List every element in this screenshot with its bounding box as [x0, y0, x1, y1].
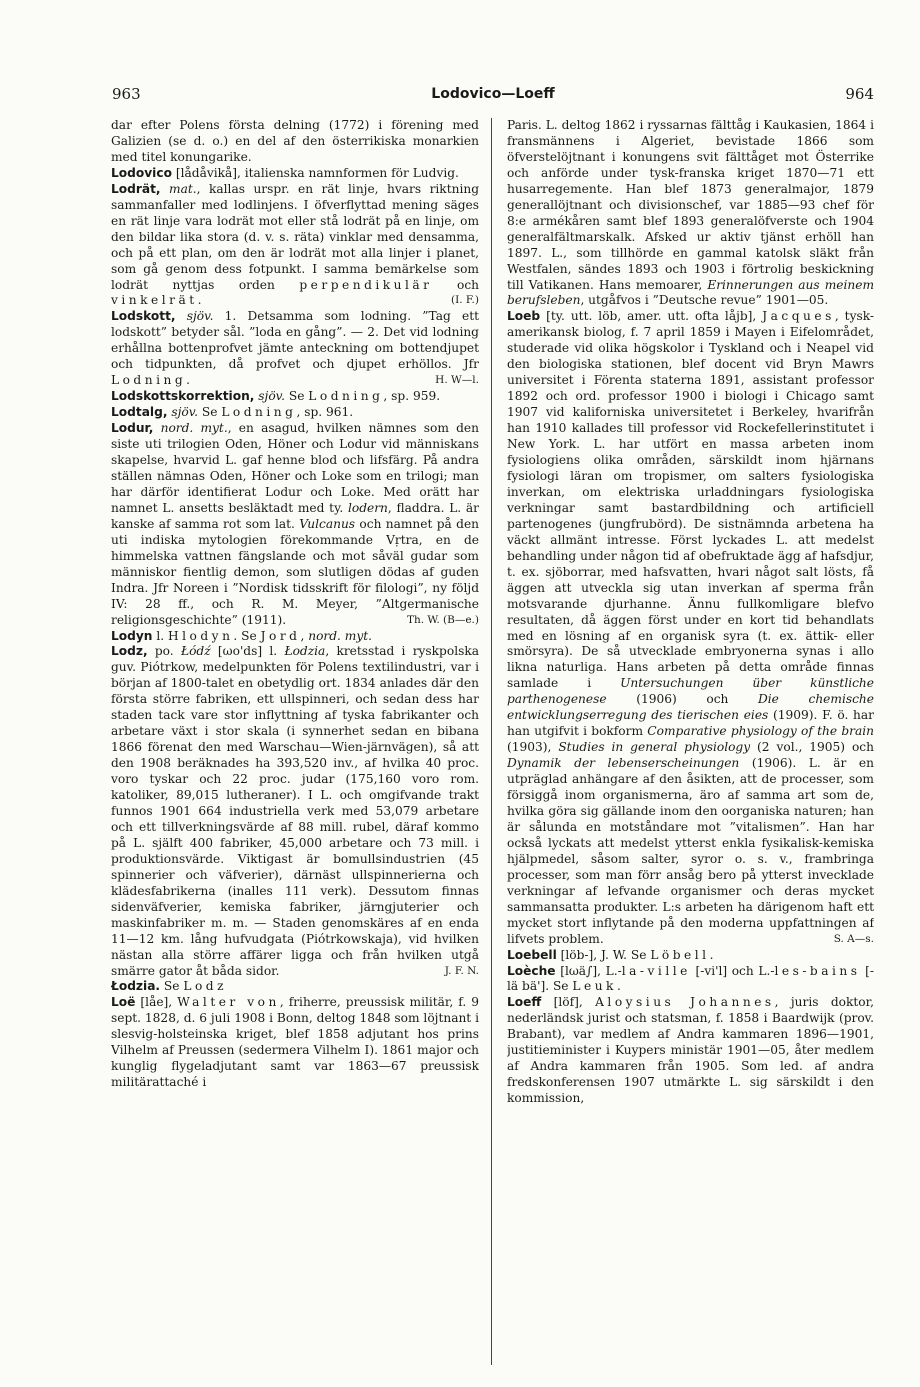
entry-loebell: Loebell [löb-], J. W. Se Löbell.: [507, 947, 714, 962]
page-number-right: 964: [845, 85, 874, 103]
entry-lodzia: Łodzia. Se Lodz: [111, 979, 228, 994]
headword: Lodrät,: [111, 181, 161, 196]
headword: Loèche: [507, 963, 556, 978]
entry-lodskott: Lodskott, sjöv. 1. Detsamma som lodning. ”Tag ett lodskott” betyder sål. ”loda en gång”. — 2. Det vid lodning erhållna bottenprofvet jämte anteckning om bottendjupet och tidpunkten, då profvet och djupet erhöllos. Jfr Lodning. H. W—l.: [111, 309, 479, 388]
entry-loeff: Loeff [löf], Aloysius Johannes, juris doktor, nederländsk jurist och statsman, f. 1858 i Baardwijk (prov. Brabant), var medlem af Andra kammaren 1896—1901, justitieminister i Kuypers ministär 1901—05, åter medlem af Andra kammaren från 1905. Som led. af andra fredskonferensen 1907 utmärkte L. sig särskildt i den kommission,: [507, 995, 874, 1106]
author-signature: (I. F.): [450, 294, 479, 307]
entry-continuation: Paris. L. deltog 1862 i ryssarnas fälttåg i Kaukasien, 1864 i fransmännens i Algeriet, bevistade 1866 som öfverstelöjtnant i konungens svit fälttåget mot Österrike och anförde under tysk-franska kriget 1870—71 ett husarregemente. Han blef 1873 generalmajor, 1879 generallöjtnant och divisionschef, var 1885—93 chef för 8:e armékåren samt blef 1893 generalöfverste och 1904 generalfältmarskalk. Afsked ur aktiv tjänst erhöll han 1897. L., som tillhörde en gammal katolsk släkt från Westfalen, sändes 1893 och 1903 i förtrolig beskickning till Vatikanen. Hans memoarer, Erinnerungen aus meinem berufsleben, utgåfvos i ”Deutsche revue” 1901—05.: [507, 118, 874, 308]
entry-lodyn: Lodyn l. Hlodyn. Se Jord, nord. myt.: [111, 628, 372, 643]
headword: Lodtalg,: [111, 405, 168, 420]
headword: Loeff: [507, 995, 542, 1010]
entry-lodrat: Lodrät, mat., kallas urspr. en rät linje, hvars riktning sammanfaller med lodlinjens. I öfverflyttad mening säges en rät linje vara lodrät mot eller stå lodrät på en linje, om den bildar lika stora (d. v. s. räta) vinklar med densamma, och på ett plan, om den är lodrät mot alla linjer i planet, som gå genom dess fotpunkt. I samma bemärkelse som lodrät nyttjas orden perpendikulär och vinkelrät. (I. F.): [111, 181, 479, 308]
headword: Loë: [111, 995, 136, 1010]
headword: Lodskottskorrektion,: [111, 389, 255, 404]
entry-loeb: Loeb [ty. utt. löb, amer. utt. ofta låjb], Jacques, tysk-amerikansk biolog, f. 7 april 1859 i Mayen i Eifelområdet, studerade vid olika högskolor i Tyskland och i Neapel vid den biologiska stationen, blef docent vid Bryn Mawrs universitet i Förenta staterna 1891, assistant professor 1892 och ord. professor 1900 i biologi i Chicago samt 1907 vid kaliforniska universitetet i Berkeley, hvarifrån han 1910 kallades till professor vid Rockefellerinstitutet i New York. L. har utfört en massa arbeten inom fysiologiens olika områden, särskildt inom hjärnans fysiologi läran om tropismer, om salters fysiologiska inverkan, om elektriska urladdningars fysiologiska verkningar samt bastardbildning och artificiell partenogenes (jungfrubörd). De sistnämnda arbetena ha väckt allmänt intresse. Först lyckades L. att medelst behandling under någon tid af obefruktade ägg af hafsdjur, t. ex. sjöborrar, med hafsvatten, hvari något salt lösts, få äggen att utveckla sig utan inverkan af sperma från motsvarande djurhanne. Ännu fullkomligare blefvo resultaten, då äggen först under en kort tid behandlats med en lösning af en organisk syra (t. ex. ättik- eller smörsyra). De så utvecklade embryonerna synas i allo likna naturliga. Hans arbeten på detta område finnas samlade i Untersuchungen über künstliche parthenogenese (1906) och Die chemische entwicklungserregung des tierischen eies (1909). F. ö. har han utgifvit i bokform Comparative physiology of the brain (1903), Studies in general physiology (2 vol., 1905) och Dynamik der lebenserscheinungen (1906). L. är en utpräglad anhängare af den åsikten, att de processer, som försiggå inom organismerna, äro af samma art som de, hvilka göra sig gällande inom den oorganiska naturen; han är sålunda en motståndare mot ”vitalismen”. Han har också lyckats att medelst ytterst enkla fysikalisk-kemiska hjälpmedel, såsom salter, syror o. s. v., frambringa processer, som man förr ansåg bero på ytterst invecklade verkningar af lefvande organismer och deras mycket sammansatta produkter. L:s arbeten ha därigenom haft ett mycket stort inflytande på den moderna uppfattningen af lifvets problem. S. A—s.: [507, 309, 874, 946]
page-header: [112, 84, 874, 104]
left-column: [111, 118, 479, 1368]
author-signature: H. W—l.: [435, 374, 479, 387]
entry-lodovico: Lodovico [lådåvikå], italienska namnformen för Ludvig.: [111, 165, 459, 180]
entry-lodz: Lodz, po. Łódź [ωo'ds] l. Łodzia, kretsstad i ryskpolska guv. Piótrkow, medelpunkten för Polens textilindustri, var i början af 1800-talet en obetydlig ort. 1834 anlades där den första större fabriken, ett ullspinneri, och sedan dess har staden tack vare stor inflyttning af tyska fabrikanter och arbetare växt i stor skala (i synnerhet sedan en bibana 1866 förenat den med Warschau—Wien-järnvägen), så att den 1908 beräknades ha 393,520 inv., af hvilka 40 proc. voro tyskar och 22 proc. judar (175,160 voro rom. katoliker, 89,015 lutheraner). I L. och omgifvande trakt funnos 1901 664 industriella verk med 53,079 arbetare och ett tillverkningsvärde af 88 mill. rubel, däraf kommo på L. själft 400 fabriker, 45,000 arbetare och 73 mill. i produktionsvärde. Viktigast är bomullsindustrien (45 spinnerier och väfverier), därnäst ullspinnerierna och klädesfabrikerna (inalles 111 verk). Dessutom finnas sidenväfverier, kemiska fabriker, järngjuterier och maskinfabriker m. m. — Staden genomskäres af en enda 11—12 km. lång hufvudgata (Piótrkowskaja), vid hvilken nästan alla större affärer ligga och från hvilken utgå smärre gator åt båda sidor. J. F. N.: [111, 644, 479, 978]
headword: Lodz,: [111, 644, 148, 659]
entry-lodur: Lodur, nord. myt., en asagud, hvilken nämnes som den siste uti trilogien Oden, Höner och Lodur vid människans skapelse, hvarvid L. gaf henne blod och lifsfärg. På andra ställen nämnas Oden, Höner och Loke som en trilogi; man har därför identifierat Lodur och Loke. Med orätt har namnet L. ansetts besläktadt med ty. lodern, fladdra. L. är kanske af samma rot som lat. Vulcanus och namnet på den uti indiska mytologien förekommande Vṛtra, en de himmelska vattnen fängslande och mot såväl gudar som människor fientlig demon, som slutligen dödas af guden Indra. Jfr Noreen i ”Nordisk tidsskrift för filologi”, ny följd IV: 28 ff., och R. M. Meyer, ”Altgermanische religionsgeschichte” (1911). Th. W. (B—e.): [111, 421, 479, 627]
entry-loe: Loë [låe], Walter von, friherre, preussisk militär, f. 9 sept. 1828, d. 6 juli 1908 i Bonn, deltog 1848 som löjtnant i slesvig-holsteinska kriget, blef 1858 adjutant hos prins Vilhelm af Preussen (sedermera Vilhelm I). 1861 major och kunglig flygeladjutant samt var 1863—67 preussisk militärattaché i: [111, 995, 479, 1090]
entry-loeche: Loèche [lωä∫], L.-la-ville [-vi'l] och L.-les-bains [-lä bä']. Se Leuk.: [507, 963, 874, 994]
entry-lodtalg: Lodtalg, sjöv. Se Lodning, sp. 961.: [111, 405, 354, 420]
headword: Lodyn: [111, 628, 153, 643]
author-signature: S. A—s.: [833, 932, 874, 945]
page-number-left: 963: [112, 85, 141, 103]
running-title: Lodovico—Loeff: [431, 86, 555, 102]
entry-continuation: dar efter Polens första delning (1772) i förening med Galizien (se d. o.) en del af den österrikiska monarkien med titel konungarike.: [111, 118, 479, 164]
headword: Loebell: [507, 947, 557, 962]
headword: Lodovico: [111, 165, 172, 180]
author-signature: Th. W. (B—e.): [406, 613, 479, 626]
headword: Lodskott,: [111, 309, 176, 324]
headword: Łodzia.: [111, 979, 161, 994]
author-signature: J. F. N.: [444, 964, 479, 977]
entry-lodskottskorrektion: Lodskottskorrektion, sjöv. Se Lodning, sp. 959.: [111, 389, 441, 404]
column-divider: [491, 118, 492, 1365]
headword: Lodur,: [111, 421, 154, 436]
right-column: [507, 118, 874, 1368]
headword: Loeb: [507, 309, 541, 324]
